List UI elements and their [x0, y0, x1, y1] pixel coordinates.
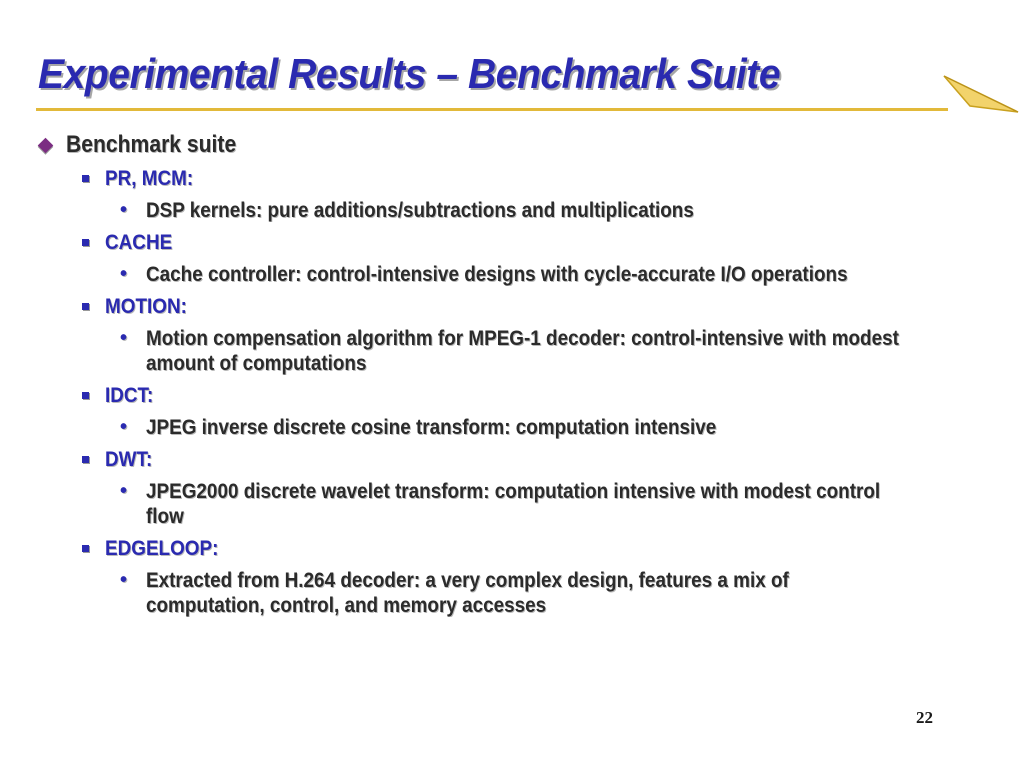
- benchmark-name-row: [82, 230, 996, 256]
- benchmark-name: EDGELOOP:: [105, 537, 219, 560]
- benchmark-description: Cache controller: control-intensive designs with cycle-accurate I/O operations: [146, 263, 848, 286]
- benchmark-item: [82, 536, 996, 618]
- benchmark-item: [82, 447, 996, 529]
- benchmark-description: JPEG inverse discrete cosine transform: computation intensive: [146, 416, 717, 439]
- bullet-icon: •: [120, 199, 128, 221]
- benchmark-description-row: [120, 568, 996, 618]
- benchmark-description: JPEG2000 discrete wavelet transform: computation intensive with modest control flow: [146, 480, 881, 528]
- benchmark-description: DSP kernels: pure additions/subtractions and multiplications: [146, 199, 694, 222]
- title-underline: [36, 108, 948, 111]
- benchmark-list: [82, 166, 996, 618]
- bullet-icon: •: [120, 327, 128, 349]
- benchmark-description-row: [120, 479, 996, 529]
- benchmark-item: [82, 383, 996, 440]
- diamond-icon: [38, 138, 54, 154]
- benchmark-name: DWT:: [105, 448, 153, 471]
- heading-text: Benchmark suite: [66, 131, 237, 158]
- square-icon: [82, 545, 89, 552]
- benchmark-name: MOTION:: [105, 295, 187, 318]
- bullet-icon: •: [120, 263, 128, 285]
- benchmark-item: [82, 230, 996, 287]
- benchmark-name: CACHE: [105, 231, 173, 254]
- square-icon: [82, 175, 89, 182]
- bullet-icon: •: [120, 416, 128, 438]
- slide-title: Experimental Results – Benchmark Suite: [38, 50, 781, 97]
- benchmark-name-row: [82, 294, 996, 320]
- square-icon: [82, 456, 89, 463]
- benchmark-description-row: [120, 326, 996, 376]
- benchmark-description: Extracted from H.264 decoder: a very complex design, features a mix of computation, control, and memory accesses: [146, 569, 789, 617]
- arrow-icon: [940, 74, 1020, 118]
- square-icon: [82, 239, 89, 246]
- benchmark-description: Motion compensation algorithm for MPEG-1 decoder: control-intensive with modest amount of computations: [146, 327, 899, 375]
- square-icon: [82, 303, 89, 310]
- benchmark-name-row: [82, 166, 996, 192]
- square-icon: [82, 392, 89, 399]
- page-number: 22: [916, 708, 933, 727]
- benchmark-name-row: [82, 536, 996, 562]
- benchmark-item: [82, 166, 996, 223]
- benchmark-name-row: [82, 447, 996, 473]
- benchmark-name: PR, MCM:: [105, 167, 194, 190]
- benchmark-description-row: [120, 198, 996, 223]
- bullet-icon: •: [120, 480, 128, 502]
- benchmark-description-row: [120, 262, 996, 287]
- benchmark-name: IDCT:: [105, 384, 154, 407]
- bullet-icon: •: [120, 569, 128, 591]
- benchmark-name-row: [82, 383, 996, 409]
- slide-body: [36, 130, 996, 625]
- bullet-level1: [36, 130, 996, 160]
- benchmark-item: [82, 294, 996, 376]
- benchmark-description-row: [120, 415, 996, 440]
